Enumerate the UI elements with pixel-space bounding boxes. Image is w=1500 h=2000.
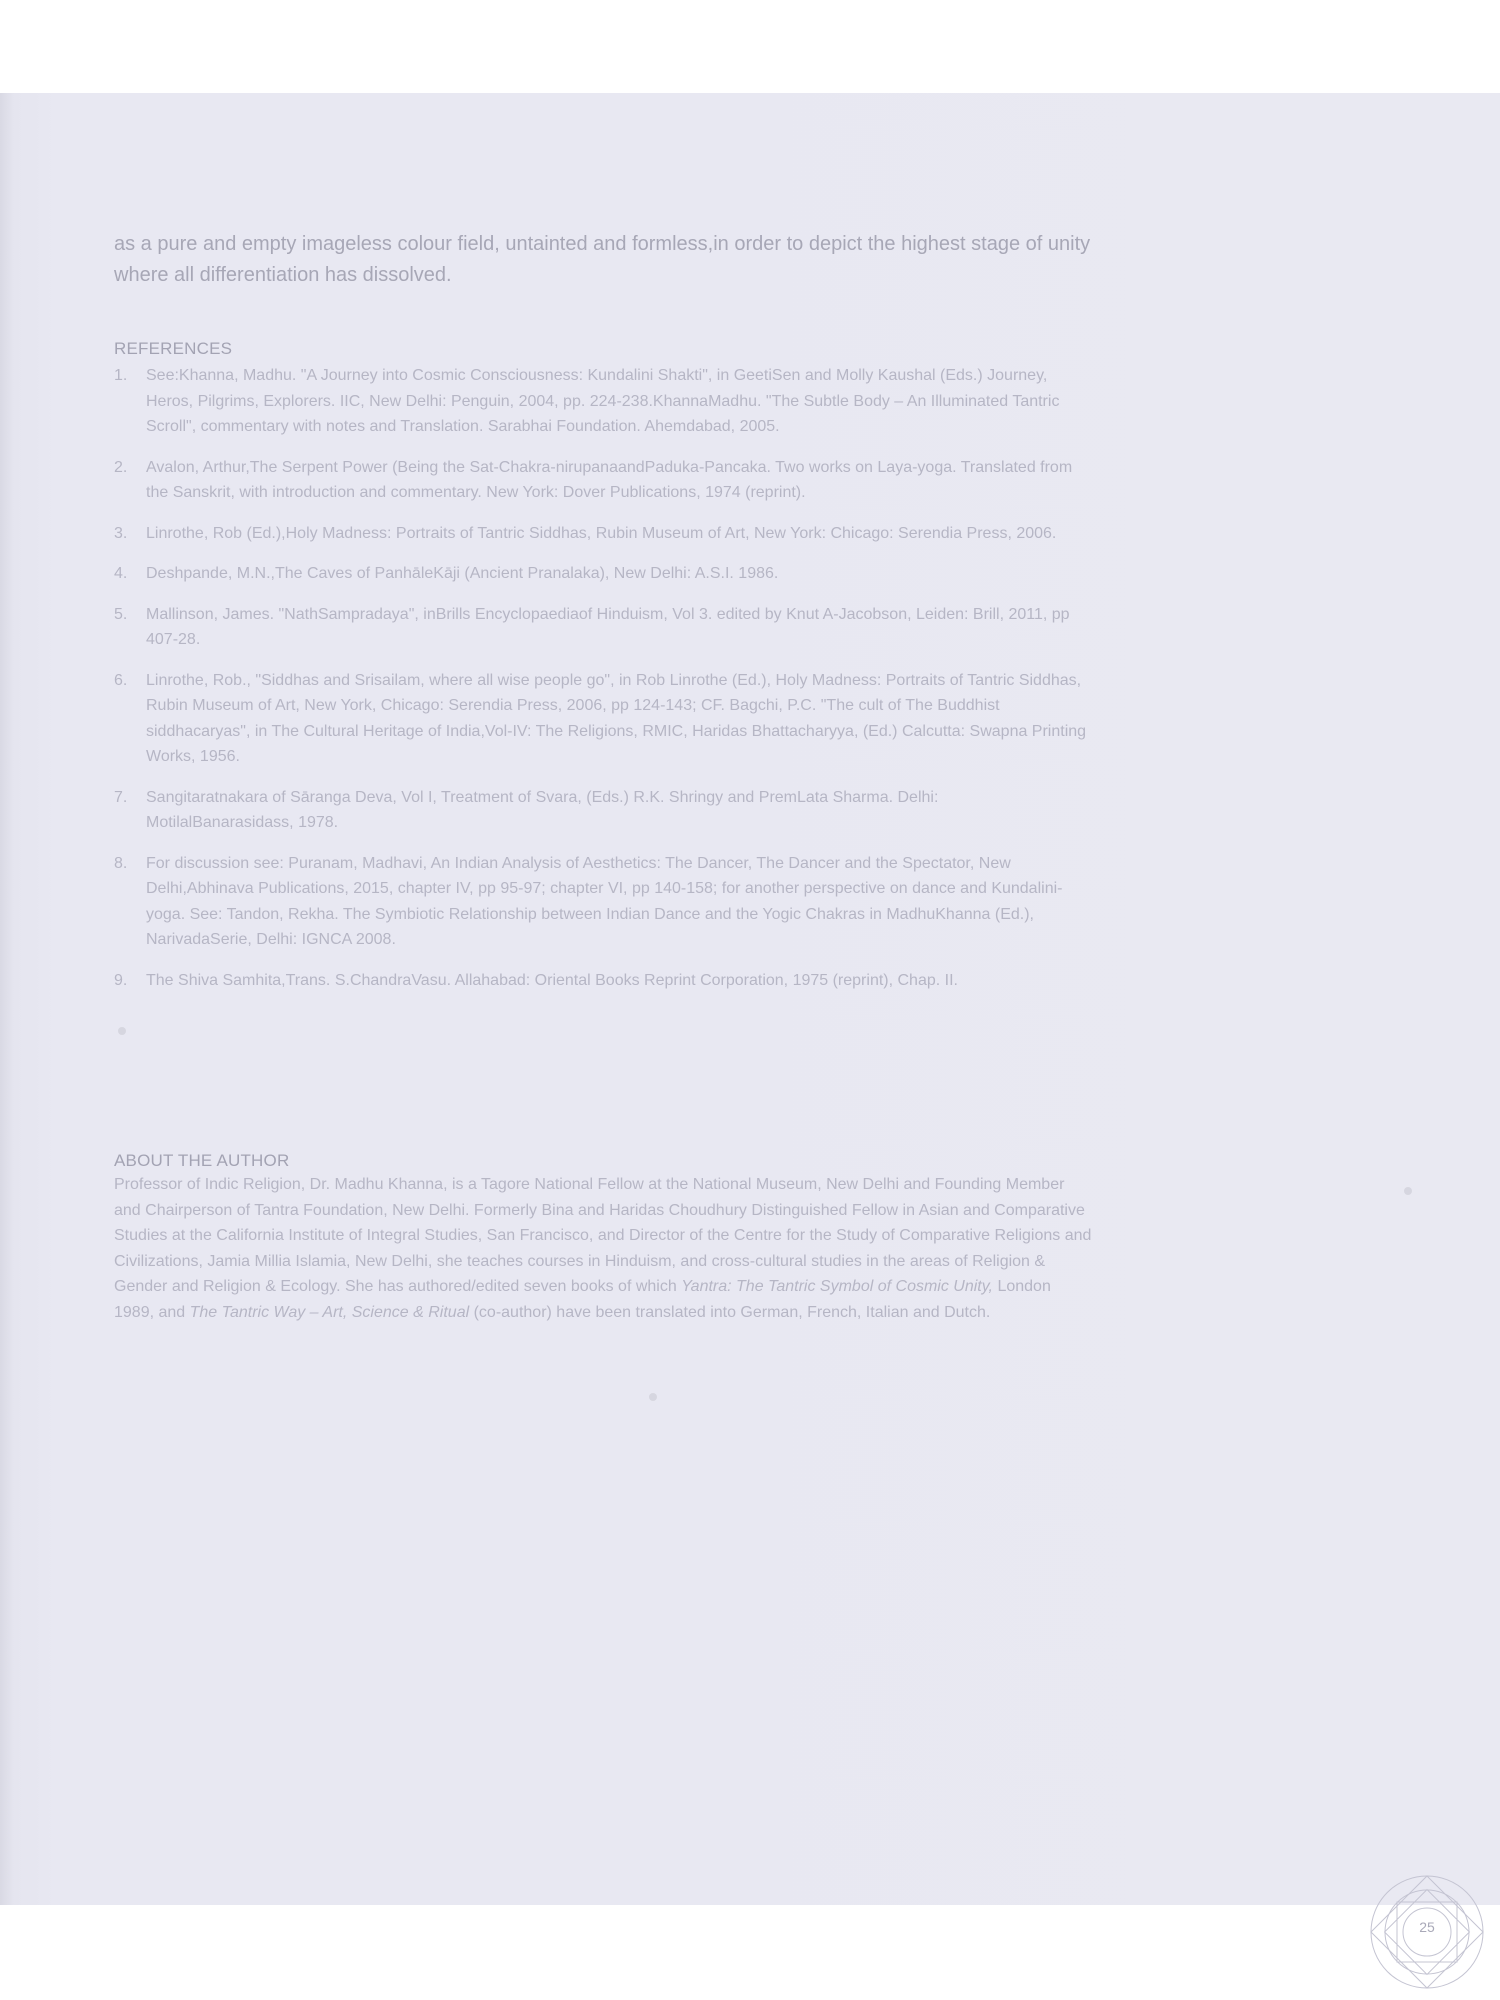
paper-speck xyxy=(649,1393,657,1401)
author-text-part: Professor of Indic Religion, Dr. Madhu Khanna, is a Tagore National Fellow at the National Museum, New Delhi and Founding Member and Chairperson of Tantra Foundation, New Delhi. Formerly Bina and Haridas Choudhury Distinguished Fellow in Asian and Comparative Studies at the California Institute of Integral Studies, San Francisco, and Director of the Centre for the Study of Comparative Religions and Civilizations, Jamia Millia Islamia, New Delhi, she teaches courses in Hinduism, and cross-cultural studies in the areas of Religion & Gender and Religion & Ecology. She has authored/edited seven books of which xyxy=(114,1176,1092,1295)
author-text-part: (co-author) have been translated into German, French, Italian and Dutch. xyxy=(469,1303,991,1321)
reference-item xyxy=(114,668,1090,770)
references-list xyxy=(114,363,1090,1008)
about-author-heading: ABOUT THE AUTHOR xyxy=(114,1151,290,1170)
reference-number: 7. xyxy=(114,788,128,806)
reference-item xyxy=(114,561,1090,587)
about-author-paragraph xyxy=(114,1172,1094,1325)
reference-item xyxy=(114,602,1090,653)
reference-number: 1. xyxy=(114,367,128,384)
book-title: The Tantric Way – Art, Science & Ritual xyxy=(189,1303,470,1321)
reference-text: For discussion see: Puranam, Madhavi, An Indian Analysis of Aesthetics: The Dancer, The Dancer and the Spectator, New Delhi,Abhinava Publications, 2015, chapter IV, pp 95-97; chapter VI, pp 140-158; for another perspective on dance and Kundalini-yoga. See: Tandon, Rekha. The Symbiotic Relationship between Indian Dance and the Yogic Chakras in MadhuKhanna (Ed.), NarivadaSerie, Delhi: IGNCA 2008. xyxy=(146,854,1063,948)
reference-number: 6. xyxy=(114,671,128,689)
reference-text: Sangitaratnakara of Sāranga Deva, Vol I, Treatment of Svara, (Eds.) R.K. Shringy and PremLata Sharma. Delhi: MotilalBanarasidass, 1978. xyxy=(146,788,939,831)
reference-number: 9. xyxy=(114,971,128,989)
reference-item xyxy=(114,363,1090,440)
reference-text: Avalon, Arthur,The Serpent Power (Being the Sat-Chakra-nirupanaandPaduka-Pancaka. Two works on Laya-yoga. Translated from the Sanskrit, with introduction and commentary. New York: Dover Publications, 1974 (reprint). xyxy=(146,458,1073,501)
paper-speck xyxy=(118,1027,126,1035)
reference-text: Linrothe, Rob., "Siddhas and Srisailam, where all wise people go", in Rob Linrothe (Ed.), Holy Madness: Portraits of Tantric Siddhas, Rubin Museum of Art, New York, Chicago: Serendia Press, 2006, pp 124-143; CF. Bagchi, P.C. "The cult of The Buddhist siddhacaryas", in The Cultural Heritage of India,Vol-IV: The Religions, RMIC, Haridas Bhattacharyya, (Ed.) Calcutta: Swapna Printing Works, 1956. xyxy=(146,671,1087,765)
book-title: Yantra: The Tantric Symbol of Cosmic Unity, xyxy=(681,1278,993,1295)
reference-number: 8. xyxy=(114,854,128,872)
references-heading: REFERENCES xyxy=(114,339,233,358)
page-number: 25 xyxy=(1419,1919,1435,1935)
intro-paragraph: as a pure and empty imageless colour field, untainted and formless,in order to depict the highest stage of unity where all differentiation has dissolved. xyxy=(114,233,1091,286)
document-page xyxy=(0,93,1500,1935)
reference-number: 5. xyxy=(114,605,128,623)
reference-text: See:Khanna, Madhu. "A Journey into Cosmic Consciousness: Kundalini Shakti", in GeetiSen and Molly Kaushal (Eds.) Journey, Heros, Pilgrims, Explorers. IIC, New Delhi: Penguin, 2004, pp. 224-238.KhannaMadhu. "The Subtle Body – An Illuminated Tantric Scroll", commentary with notes and Translation. Sarabhai Foundation. Ahemdabad, 2005. xyxy=(146,367,1060,435)
reference-item xyxy=(114,851,1090,953)
reference-number: 4. xyxy=(114,565,128,582)
reference-text: Linrothe, Rob (Ed.),Holy Madness: Portraits of Tantric Siddhas, Rubin Museum of Art, New York: Chicago: Serendia Press, 2006. xyxy=(146,524,1057,542)
reference-item xyxy=(114,968,1090,994)
reference-item xyxy=(114,455,1090,506)
reference-number: 2. xyxy=(114,458,128,476)
reference-text: Mallinson, James. "NathSampradaya", inBrills Encyclopaediaof Hinduism, Vol 3. edited by Knut A-Jacobson, Leiden: Brill, 2011, pp 407-28. xyxy=(146,605,1070,648)
reference-text: Deshpande, M.N.,The Caves of PanhāleKāji (Ancient Pranalaka), New Delhi: A.S.I. 1986. xyxy=(146,565,779,582)
author-text-part: London 1989, and xyxy=(114,1278,1051,1321)
paper-speck xyxy=(1404,1187,1412,1195)
reference-item xyxy=(114,785,1090,836)
reference-item xyxy=(114,521,1090,547)
reference-text: The Shiva Samhita,Trans. S.ChandraVasu. Allahabad: Oriental Books Reprint Corporation, 1975 (reprint), Chap. II. xyxy=(146,971,958,989)
reference-number: 3. xyxy=(114,524,128,542)
